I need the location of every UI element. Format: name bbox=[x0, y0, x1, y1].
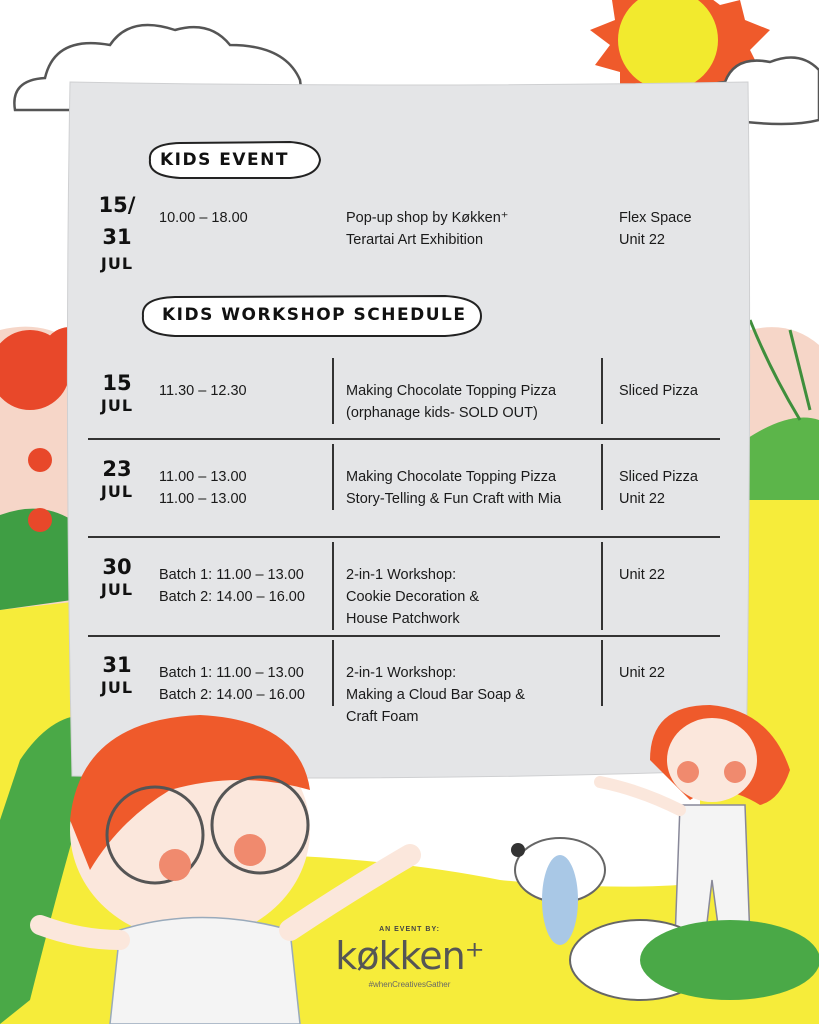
workshop-date-day: 15 bbox=[102, 371, 132, 395]
event-activity-line: Terartai Art Exhibition bbox=[346, 232, 484, 248]
workshop-activities bbox=[346, 662, 525, 728]
workshop-activities-line: 2-in-1 Workshop: bbox=[346, 665, 457, 681]
event-date-month: JUL bbox=[100, 254, 134, 273]
workshop-activities-line: Story-Telling & Fun Craft with Mia bbox=[346, 491, 562, 507]
workshop-activities-line: Craft Foam bbox=[346, 709, 419, 725]
row-divider bbox=[88, 438, 720, 440]
workshop-date bbox=[92, 456, 142, 502]
column-divider bbox=[601, 358, 603, 424]
workshop-activities-line: 2-in-1 Workshop: bbox=[346, 567, 457, 583]
workshop-activities-line: Making Chocolate Topping Pizza bbox=[346, 383, 557, 399]
row-divider bbox=[88, 536, 720, 538]
workshop-date-month: JUL bbox=[100, 678, 134, 697]
footer-by-label: AN EVENT BY: bbox=[379, 926, 440, 933]
workshop-venues-line: Unit 22 bbox=[619, 665, 665, 681]
workshop-times bbox=[159, 564, 305, 608]
workshop-title: KIDS WORKSHOP SCHEDULE bbox=[162, 305, 467, 325]
column-divider bbox=[601, 640, 603, 706]
event-date-day2: 31 bbox=[102, 225, 132, 249]
workshop-venues bbox=[619, 564, 665, 586]
workshop-venues-line: Sliced Pizza bbox=[619, 469, 698, 485]
column-divider bbox=[601, 444, 603, 510]
workshop-times bbox=[159, 466, 247, 510]
workshop-times-line: Batch 1: 11.00 – 13.00 bbox=[159, 567, 304, 583]
column-divider bbox=[332, 444, 334, 510]
row-divider bbox=[88, 635, 720, 637]
workshop-activities bbox=[346, 380, 556, 424]
column-divider bbox=[601, 542, 603, 630]
workshop-activities-line: House Patchwork bbox=[346, 611, 460, 627]
column-divider bbox=[332, 640, 334, 706]
workshop-activities-line: Making a Cloud Bar Soap & bbox=[346, 687, 525, 703]
workshop-times-line: 11.00 – 13.00 bbox=[159, 469, 247, 485]
kids-event-title: KIDS EVENT bbox=[160, 150, 289, 170]
event-activity bbox=[346, 207, 508, 251]
workshop-date bbox=[92, 652, 142, 698]
workshop-venues-line: Sliced Pizza bbox=[619, 383, 698, 399]
column-divider bbox=[332, 542, 334, 630]
event-activity-line: Pop-up shop by Køkken⁺ bbox=[346, 210, 509, 226]
event-date-day: 15/ bbox=[98, 193, 136, 217]
workshop-venues-line: Unit 22 bbox=[619, 491, 665, 507]
workshop-activities-line: Cookie Decoration & bbox=[346, 589, 479, 605]
kokken-logo: køkken⁺ bbox=[335, 934, 484, 978]
workshop-date-month: JUL bbox=[100, 396, 134, 415]
workshop-date-day: 30 bbox=[102, 555, 132, 579]
event-time: 10.00 – 18.00 bbox=[159, 210, 248, 226]
workshop-activities bbox=[346, 564, 479, 630]
workshop-venues bbox=[619, 380, 698, 402]
workshop-times-line: Batch 2: 14.00 – 16.00 bbox=[159, 589, 305, 605]
event-venue bbox=[619, 207, 692, 251]
workshop-times-line: 11.30 – 12.30 bbox=[159, 383, 247, 399]
workshop-venues bbox=[619, 662, 665, 684]
workshop-venues-line: Unit 22 bbox=[619, 567, 665, 583]
workshop-date bbox=[92, 370, 142, 416]
workshop-date-month: JUL bbox=[100, 482, 134, 501]
workshop-date-day: 31 bbox=[102, 653, 132, 677]
workshop-activities-line: (orphanage kids- SOLD OUT) bbox=[346, 405, 538, 421]
event-date bbox=[92, 192, 142, 274]
workshop-date-month: JUL bbox=[100, 580, 134, 599]
column-divider bbox=[332, 358, 334, 424]
workshop-activities bbox=[346, 466, 561, 510]
event-venue-line: Flex Space bbox=[619, 210, 692, 226]
workshop-times-line: Batch 1: 11.00 – 13.00 bbox=[159, 665, 304, 681]
workshop-times bbox=[159, 662, 305, 706]
workshop-times-line: 11.00 – 13.00 bbox=[159, 491, 247, 507]
workshop-venues bbox=[619, 466, 698, 510]
footer-tagline: #whenCreativesGather bbox=[368, 980, 451, 989]
workshop-date-day: 23 bbox=[102, 457, 132, 481]
workshop-times bbox=[159, 380, 247, 402]
workshop-date bbox=[92, 554, 142, 600]
workshop-times-line: Batch 2: 14.00 – 16.00 bbox=[159, 687, 305, 703]
event-venue-line: Unit 22 bbox=[619, 232, 665, 248]
workshop-activities-line: Making Chocolate Topping Pizza bbox=[346, 469, 557, 485]
